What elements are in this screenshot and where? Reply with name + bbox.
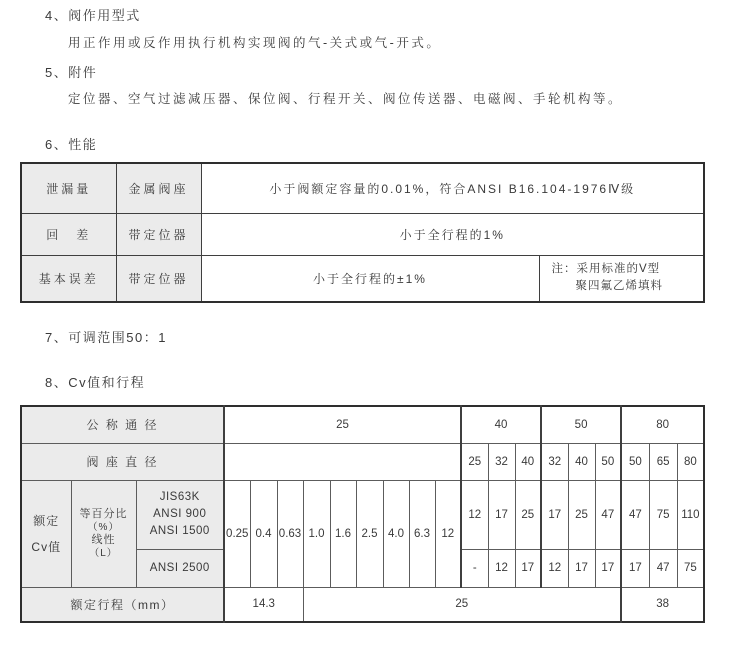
rating-line2: ANSI 900 (153, 508, 207, 520)
rating-line3: ANSI 1500 (149, 525, 210, 537)
cv-value-cell: 17 (568, 549, 595, 587)
cv-value-cell: 25 (515, 480, 541, 549)
char-line2: （%） (87, 521, 120, 533)
perf-seat-cell: 带定位器 (116, 213, 201, 255)
rated-cv-line1: 额定 (33, 513, 60, 528)
cv-value-cell: 47 (649, 549, 677, 587)
cv-value-cell: 75 (677, 549, 704, 587)
cv-stroke-table (20, 405, 705, 623)
perf-seat-cell: 金属阀座 (116, 163, 201, 213)
cv-value-cell: 17 (515, 549, 541, 587)
table-row (21, 255, 704, 302)
rating-low-label: ANSI 2500 (136, 549, 224, 587)
cv-value-cell: 2.5 (356, 480, 383, 587)
performance-table (20, 162, 705, 303)
section-6-heading: 6、性能 (45, 137, 98, 152)
cv-value-cell: 17 (621, 549, 649, 587)
spacer (22, 529, 71, 539)
section-4-body: 用正作用或反作用执行机构实现阀的气-关式或气-开式。 (68, 36, 442, 50)
cv-value-cell: 12 (435, 480, 461, 587)
seat-dn25-empty-cell (224, 443, 461, 480)
cv-value-cell: 6.3 (409, 480, 435, 587)
cv-value-cell: 4.0 (383, 480, 409, 587)
perf-item-cell: 基本误差 (21, 255, 116, 302)
section-7-heading: 7、可调范围50：1 (45, 330, 167, 345)
perf-seat-cell: 带定位器 (116, 255, 201, 302)
cv-value-cell: 25 (568, 480, 595, 549)
cv-value-cell: - (461, 549, 488, 587)
nominal-dn40-cell: 40 (461, 406, 541, 443)
table-row (21, 163, 704, 213)
seat-cell: 65 (649, 443, 677, 480)
perf-value-cell: 小于全行程的±1% (201, 255, 539, 302)
seat-cell: 50 (595, 443, 621, 480)
rated-stroke-label: 额定行程（mm） (21, 587, 224, 622)
cv-high-rating-row (21, 480, 704, 549)
nominal-dn80-cell: 80 (621, 406, 704, 443)
datasheet-page (0, 8, 731, 652)
cv-value-cell: 17 (488, 480, 515, 549)
nominal-dn50-cell: 50 (541, 406, 621, 443)
seat-diameter-row (21, 443, 704, 480)
cv-value-cell: 17 (595, 549, 621, 587)
section-5-heading: 5、附件 (45, 65, 98, 80)
seat-cell: 80 (677, 443, 704, 480)
char-line4: （L） (89, 547, 118, 559)
seat-cell: 50 (621, 443, 649, 480)
cv-value-cell: 12 (541, 549, 568, 587)
section-8-heading: 8、Cv值和行程 (45, 375, 146, 390)
cv-value-cell: 47 (595, 480, 621, 549)
seat-cell: 40 (568, 443, 595, 480)
cv-value-cell: 12 (488, 549, 515, 587)
rating-high-label (136, 480, 224, 549)
rated-cv-label (21, 480, 71, 587)
rating-line1: JIS63K (159, 491, 200, 503)
cv-value-cell: 1.6 (330, 480, 356, 587)
cv-value-cell: 1.0 (303, 480, 330, 587)
nominal-dn25-cell: 25 (224, 406, 461, 443)
flow-characteristic-label (71, 480, 136, 587)
cv-value-cell: 17 (541, 480, 568, 549)
seat-cell: 25 (461, 443, 488, 480)
cv-value-cell: 12 (461, 480, 488, 549)
seat-cell: 32 (541, 443, 568, 480)
nominal-diameter-row (21, 406, 704, 443)
rated-stroke-row (21, 587, 704, 622)
table-row (21, 213, 704, 255)
cv-value-cell: 0.25 (224, 480, 250, 587)
note-line-2: 聚四氟乙烯填料 (575, 280, 663, 293)
rated-cv-line2: Cv值 (31, 539, 62, 554)
note-line-1: 注：采用标准的V型 (551, 263, 661, 276)
perf-item-cell: 泄漏量 (21, 163, 116, 213)
cv-value-cell: 0.4 (250, 480, 277, 587)
perf-value-cell: 小于全行程的1% (201, 213, 704, 255)
nominal-diameter-label: 公 称 通 径 (21, 406, 224, 443)
cv-value-cell: 0.63 (277, 480, 303, 587)
section-4-heading: 4、阀作用型式 (45, 8, 141, 23)
perf-value-cell: 小于阀额定容量的0.01%，符合ANSI B16.104-1976Ⅳ级 (201, 163, 704, 213)
char-line1: 等百分比 (79, 507, 128, 520)
perf-item-cell: 回 差 (21, 213, 116, 255)
cv-value-cell: 75 (649, 480, 677, 549)
cv-value-cell: 110 (677, 480, 704, 549)
section-5-body: 定位器、空气过滤减压器、保位阀、行程开关、阀位传送器、电磁阀、手轮机构等。 (68, 92, 624, 106)
seat-cell: 40 (515, 443, 541, 480)
stroke-value-cell: 38 (621, 587, 704, 622)
cv-value-cell: 47 (621, 480, 649, 549)
packing-note-cell (539, 255, 704, 302)
stroke-value-cell: 14.3 (224, 587, 303, 622)
seat-cell: 32 (488, 443, 515, 480)
stroke-value-cell: 25 (303, 587, 621, 622)
char-line3: 线性 (91, 533, 116, 546)
seat-diameter-label: 阀 座 直 径 (21, 443, 224, 480)
